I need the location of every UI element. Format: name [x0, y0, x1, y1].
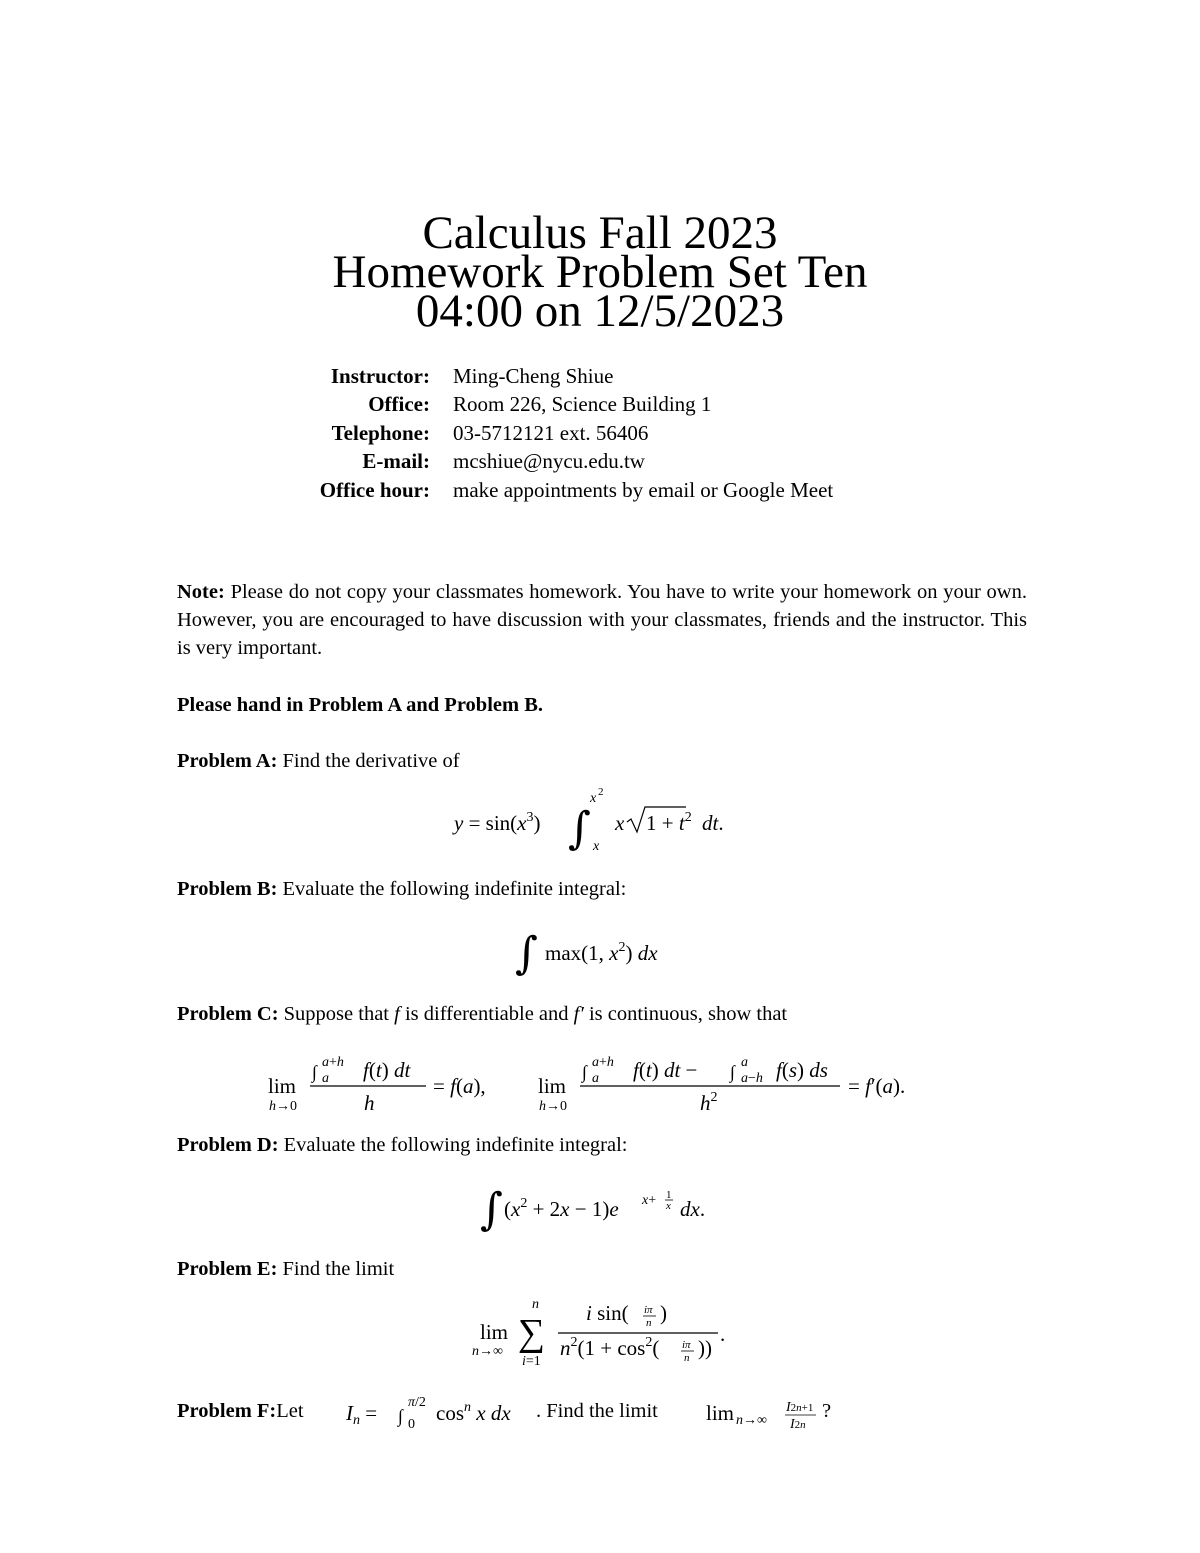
svg-text:n: n [646, 1317, 652, 1329]
problem-a [177, 747, 1027, 775]
svg-text:∫: ∫ [312, 1062, 317, 1082]
svg-text:(x2 + 2x − 1)e: (x2 + 2x − 1)e [504, 1196, 619, 1221]
info-row-instructor [240, 362, 833, 390]
svg-text:a: a [741, 1055, 748, 1070]
svg-text:∑: ∑ [518, 1312, 546, 1354]
info-label: Office hour: [319, 477, 430, 502]
problem-e-text: Find the limit [282, 1258, 395, 1280]
problem-a-text: Find the derivative of [282, 750, 460, 772]
info-label: Instructor: [330, 364, 430, 388]
svg-text:x+: x+ [642, 1193, 657, 1208]
svg-text:2: 2 [598, 786, 604, 798]
due-date: 04:00 on 12/5/2023 [415, 285, 785, 337]
svg-text:i=1: i=1 [522, 1354, 541, 1369]
svg-text:1 + t2: 1 + t2 [646, 810, 692, 835]
svg-text:h→0: h→0 [269, 1099, 297, 1114]
formula-a [440, 785, 800, 860]
problem-c-var-fprime: f′ [573, 1003, 584, 1025]
svg-text:lim: lim [480, 1320, 509, 1344]
svg-text:1: 1 [666, 1189, 672, 1201]
problem-c [177, 1000, 1027, 1028]
svg-text:f(s) ds: f(s) ds [776, 1058, 828, 1082]
problem-d-label: Problem D: [177, 1134, 279, 1156]
svg-text:f(t) dt −: f(t) dt − [633, 1058, 698, 1082]
svg-text:): ) [660, 1301, 667, 1325]
info-value: Room 226, Science Building 1 [453, 392, 712, 417]
info-value: mcshiue@nycu.edu.tw [453, 449, 645, 474]
problem-f-text-2-wrap [536, 1397, 658, 1425]
problem-f-text-2: . Find the limit [536, 1400, 658, 1422]
svg-text:max(1, x2) dx: max(1, x2) dx [545, 940, 658, 965]
info-label: Telephone: [331, 420, 430, 445]
info-value: 03-5712121 ext. 56406 [453, 420, 649, 445]
problem-c-var-f: f [394, 1003, 400, 1025]
info-row-telephone [240, 419, 833, 447]
svg-text:lim: lim [538, 1074, 567, 1098]
svg-text:∫: ∫ [568, 803, 591, 854]
svg-text:x: x [593, 839, 600, 854]
svg-text:n: n [532, 1297, 539, 1312]
problem-f-label: Problem F: [177, 1400, 277, 1422]
svg-text:lim: lim [268, 1074, 297, 1098]
svg-text:= f(a),: = f(a), [433, 1074, 486, 1098]
problem-f-text-3: ? [822, 1400, 832, 1422]
svg-text:.: . [720, 1322, 726, 1346]
svg-text:∫: ∫ [480, 1184, 503, 1235]
svg-text:lim: lim [706, 1401, 735, 1425]
problem-f-text-1: Let [276, 1400, 304, 1422]
svg-text:iπ: iπ [682, 1339, 691, 1351]
svg-text:= f′(a).: = f′(a). [848, 1074, 906, 1098]
info-row-office [240, 390, 833, 418]
svg-text:0: 0 [408, 1417, 415, 1432]
problem-c-text-1: Suppose that [283, 1003, 389, 1025]
problem-e [177, 1255, 1027, 1283]
svg-text:y = sin(x3): y = sin(x3) [454, 810, 541, 835]
svg-text:n2(1 + cos2(: n2(1 + cos2( [560, 1335, 660, 1360]
svg-text:iπ: iπ [644, 1304, 653, 1316]
svg-text:x: x [666, 1200, 671, 1212]
instructor-info-table [240, 362, 833, 504]
svg-text:a−h: a−h [741, 1071, 763, 1086]
info-label: E-mail: [362, 449, 430, 474]
svg-text:∫: ∫ [730, 1062, 735, 1082]
hand-in-text: Please hand in Problem A and Problem B. [177, 694, 544, 716]
svg-text:∫: ∫ [582, 1062, 587, 1082]
info-value: Ming-Cheng Shiue [453, 364, 614, 388]
svg-text:)): )) [698, 1336, 712, 1360]
svg-text:n: n [684, 1352, 690, 1364]
problem-c-text-3: is continuous, show that [588, 1003, 788, 1025]
svg-text:∫: ∫ [398, 1406, 403, 1426]
problem-b [177, 875, 1027, 903]
svg-text:i sin(: i sin( [586, 1301, 629, 1325]
problem-b-label: Problem B: [177, 878, 278, 900]
course-title: Calculus Fall 2023 [422, 207, 778, 259]
svg-text:cosn x dx: cosn x dx [436, 1400, 511, 1425]
info-value: make appointments by email or Google Meet [453, 477, 834, 502]
problem-b-text: Evaluate the following indefinite integral: [282, 878, 627, 900]
formula-e [470, 1293, 750, 1373]
svg-text:a: a [592, 1071, 599, 1086]
svg-text:a+h: a+h [592, 1055, 614, 1070]
problem-d-text: Evaluate the following indefinite integral: [283, 1134, 628, 1156]
svg-text:h→0: h→0 [539, 1099, 567, 1114]
svg-text:In =: In = [346, 1401, 378, 1428]
problem-set-title: Homework Problem Set Ten [332, 246, 868, 298]
formula-f-def [346, 1395, 546, 1439]
formula-b [515, 918, 715, 983]
note-text: Please do not copy your classmates homework. You have to write your homework on your own. However, you are encouraged to have discussion with your classmates, friends and the instructor. This is very important. [177, 581, 1027, 659]
formula-d [480, 1172, 740, 1237]
svg-text:dx.: dx. [680, 1197, 706, 1221]
info-row-office-hour [240, 476, 833, 504]
svg-text:a+h: a+h [322, 1055, 344, 1070]
svg-text:a: a [322, 1071, 329, 1086]
note-label: Note: [177, 581, 225, 603]
problem-a-label: Problem A: [177, 750, 278, 772]
svg-text:n→∞: n→∞ [736, 1413, 767, 1428]
svg-text:f(t) dt: f(t) dt [363, 1058, 411, 1082]
info-row-email [240, 447, 833, 475]
hand-in-instruction [177, 691, 1027, 719]
problem-c-label: Problem C: [177, 1003, 279, 1025]
svg-text:π/2: π/2 [408, 1395, 426, 1410]
problem-c-text-2: is differentiable and [404, 1003, 569, 1025]
svg-text:n→∞: n→∞ [472, 1344, 503, 1359]
svg-text:h: h [364, 1091, 375, 1115]
svg-text:x: x [590, 791, 597, 806]
problem-e-label: Problem E: [177, 1258, 278, 1280]
svg-text:I2n: I2n [790, 1417, 806, 1432]
problem-f-text-3-wrap [822, 1397, 831, 1425]
svg-text:I2n+1: I2n+1 [786, 1400, 814, 1415]
formula-c [268, 1048, 948, 1118]
info-label: Office: [368, 392, 430, 417]
svg-text:∫: ∫ [515, 928, 538, 979]
note-paragraph [177, 578, 1027, 662]
svg-text:dt.: dt. [702, 811, 724, 835]
svg-text:h2: h2 [700, 1090, 718, 1115]
problem-d [177, 1131, 1027, 1159]
svg-text:x: x [615, 811, 625, 835]
